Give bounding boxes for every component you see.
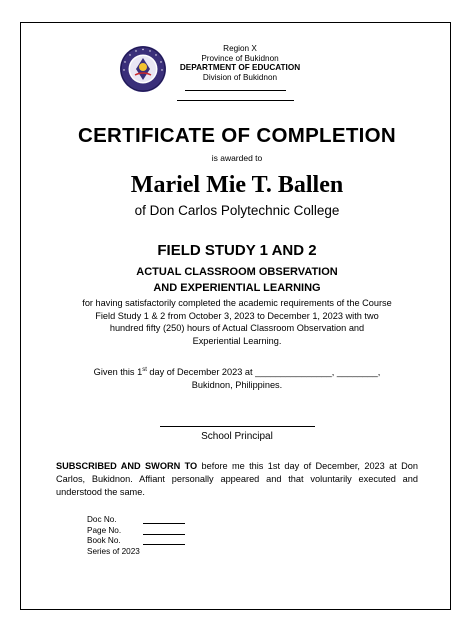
notary-docs: [87, 515, 185, 557]
certificate-title: CERTIFICATE OF COMPLETION: [77, 124, 397, 147]
paragraph-line: Field Study 1 & 2 from October 3, 2023 to December 1, 2023 with two: [95, 310, 379, 321]
paragraph-line: for having satisfactorily completed the academic requirements of the Course: [82, 298, 392, 308]
division-text: Division of Bukidnon: [202, 72, 278, 82]
completion-paragraph: [55, 297, 419, 347]
province-text: Province of Bukidnon: [201, 53, 279, 63]
doc-row: [87, 515, 185, 526]
given-place: Bukidnon, Philippines.: [191, 379, 283, 390]
given-statement: [50, 364, 424, 391]
department-text: DEPARTMENT OF EDUCATION: [179, 63, 301, 73]
book-no-label: Book No.: [87, 536, 121, 545]
letterhead: [160, 44, 320, 82]
doc-no-blank: [143, 515, 185, 524]
paragraph-line: hundred fifty (250) hours of Actual Classroom Observation and: [109, 323, 365, 334]
sworn-bold: SUBSCRIBED AND SWORN TO: [56, 461, 198, 471]
course-subtitle-2: AND EXPERIENTIAL LEARNING: [153, 282, 321, 294]
awarded-text: is awarded to: [211, 153, 263, 163]
given-pre: Given this 1: [93, 367, 143, 378]
signature-line: [160, 426, 315, 427]
page-row: [87, 526, 185, 537]
given-sup: st: [142, 367, 147, 373]
school-name: of Don Carlos Polytechnic College: [134, 203, 340, 218]
region-text: Region X: [223, 44, 257, 53]
sworn-text: before me this 1st day of December, 2023 at Don Carlos, Bukidnon. Affiant personally appeared and that voluntarily executed and understood the same.: [56, 461, 419, 497]
sworn-statement: [56, 460, 418, 499]
book-row: [87, 536, 185, 547]
course-title: FIELD STUDY 1 AND 2: [157, 242, 317, 259]
course-subtitle-1: ACTUAL CLASSROOM OBSERVATION: [136, 266, 338, 278]
letterhead-line-2: [177, 100, 294, 101]
letterhead-line-1: [185, 90, 286, 91]
signatory-title: School Principal: [201, 431, 273, 442]
book-no-blank: [143, 536, 185, 545]
page-no-label: Page No.: [87, 525, 122, 535]
given-post: day of December 2023 at _______________, ________,: [146, 367, 381, 378]
doc-no-label: Doc No.: [87, 515, 117, 524]
recipient-name: Mariel Mie T. Ballen: [130, 172, 344, 198]
paragraph-line: Experiential Learning.: [192, 335, 282, 346]
series-text: Series of 2023: [87, 546, 140, 556]
page-no-blank: [143, 526, 185, 535]
